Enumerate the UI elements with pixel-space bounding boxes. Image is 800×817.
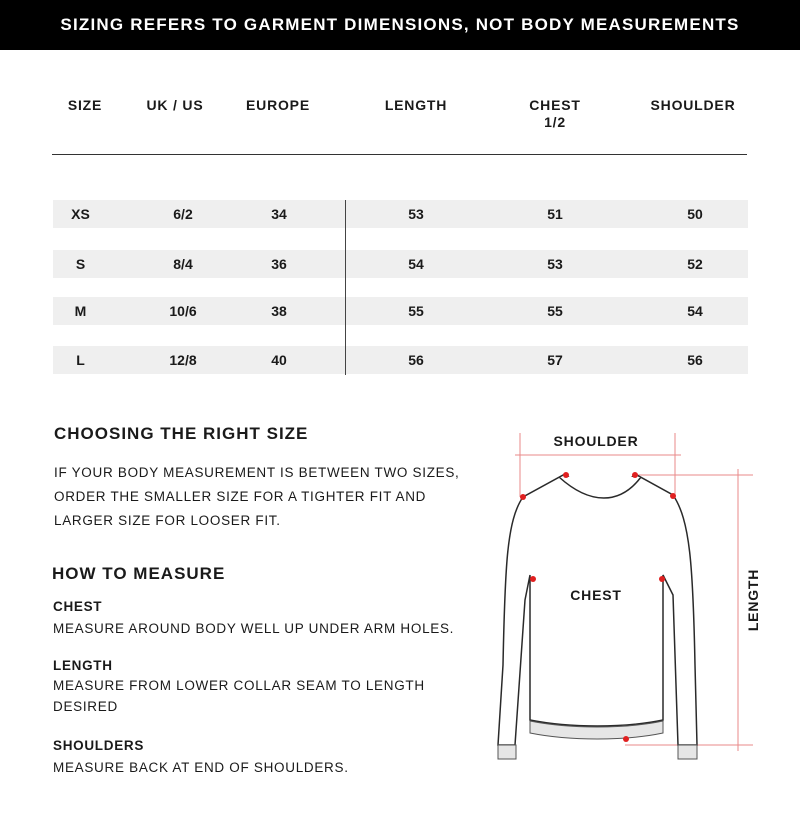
cell-shoulder: 50 — [687, 206, 703, 222]
table-row — [53, 250, 748, 278]
table-column-divider — [345, 200, 346, 375]
header-divider — [52, 154, 747, 155]
measure-text-shoulders — [53, 756, 349, 780]
measure-line: DESIRED — [53, 699, 118, 714]
diagram-label-shoulder: SHOULDER — [553, 433, 639, 449]
cell-size: XS — [71, 206, 90, 222]
measure-text-length — [53, 675, 425, 717]
cell-uk-us: 10/6 — [169, 303, 197, 319]
col-header-shoulder: SHOULDER — [650, 97, 736, 113]
cell-shoulder: 54 — [687, 303, 703, 319]
col-header-chest-label: CHEST — [529, 97, 581, 113]
cell-uk-us: 8/4 — [173, 256, 193, 272]
table-row — [53, 200, 748, 228]
col-header-uk-us: UK / US — [146, 97, 204, 113]
cell-shoulder: 52 — [687, 256, 703, 272]
cell-size: S — [75, 256, 86, 272]
cell-europe: 34 — [271, 206, 287, 222]
col-header-chest — [515, 97, 595, 131]
cell-chest: 55 — [547, 303, 563, 319]
diagram-label-chest: CHEST — [570, 587, 622, 603]
col-header-chest-sub: 1/2 — [544, 114, 566, 130]
measure-line: MEASURE FROM LOWER COLLAR SEAM TO LENGTH — [53, 678, 425, 693]
cell-size: L — [76, 352, 85, 368]
col-header-europe: EUROPE — [246, 97, 310, 113]
sweater-diagram — [495, 425, 795, 785]
cell-europe: 36 — [271, 256, 287, 272]
cell-length: 54 — [408, 256, 424, 272]
choosing-line: ORDER THE SMALLER SIZE FOR A TIGHTER FIT AND — [54, 489, 427, 504]
choosing-line: LARGER SIZE FOR LOOSER FIT. — [54, 513, 281, 528]
col-header-size: SIZE — [67, 97, 103, 113]
col-header-length: LENGTH — [384, 97, 448, 113]
cell-length: 56 — [408, 352, 424, 368]
cell-europe: 38 — [271, 303, 287, 319]
table-row — [53, 346, 748, 374]
how-title: HOW TO MEASURE — [52, 564, 226, 583]
measure-label-chest: CHEST — [53, 599, 103, 614]
diagram-label-length: LENGTH — [745, 568, 761, 632]
cell-chest: 53 — [547, 256, 563, 272]
cell-chest: 51 — [547, 206, 563, 222]
cell-europe: 40 — [271, 352, 287, 368]
measure-line: MEASURE BACK AT END OF SHOULDERS. — [53, 760, 349, 775]
cell-uk-us: 12/8 — [169, 352, 197, 368]
ribbing — [498, 721, 697, 759]
cell-length: 55 — [408, 303, 424, 319]
choosing-text — [54, 461, 460, 533]
cell-chest: 57 — [547, 352, 563, 368]
measure-text-chest — [53, 617, 454, 641]
measure-label-length: LENGTH — [53, 658, 113, 673]
choosing-line: IF YOUR BODY MEASUREMENT IS BETWEEN TWO SIZES, — [54, 465, 460, 480]
measure-line: MEASURE AROUND BODY WELL UP UNDER ARM HOLES. — [53, 621, 455, 636]
measure-label-shoulders: SHOULDERS — [53, 738, 145, 753]
cell-length: 53 — [408, 206, 424, 222]
header-banner: SIZING REFERS TO GARMENT DIMENSIONS, NOT BODY MEASUREMENTS — [0, 0, 800, 50]
cell-shoulder: 56 — [687, 352, 703, 368]
table-row — [53, 297, 748, 325]
choosing-title: CHOOSING THE RIGHT SIZE — [54, 424, 309, 443]
cell-size: M — [74, 303, 87, 319]
cell-uk-us: 6/2 — [173, 206, 193, 222]
sweater-icon — [498, 474, 697, 745]
